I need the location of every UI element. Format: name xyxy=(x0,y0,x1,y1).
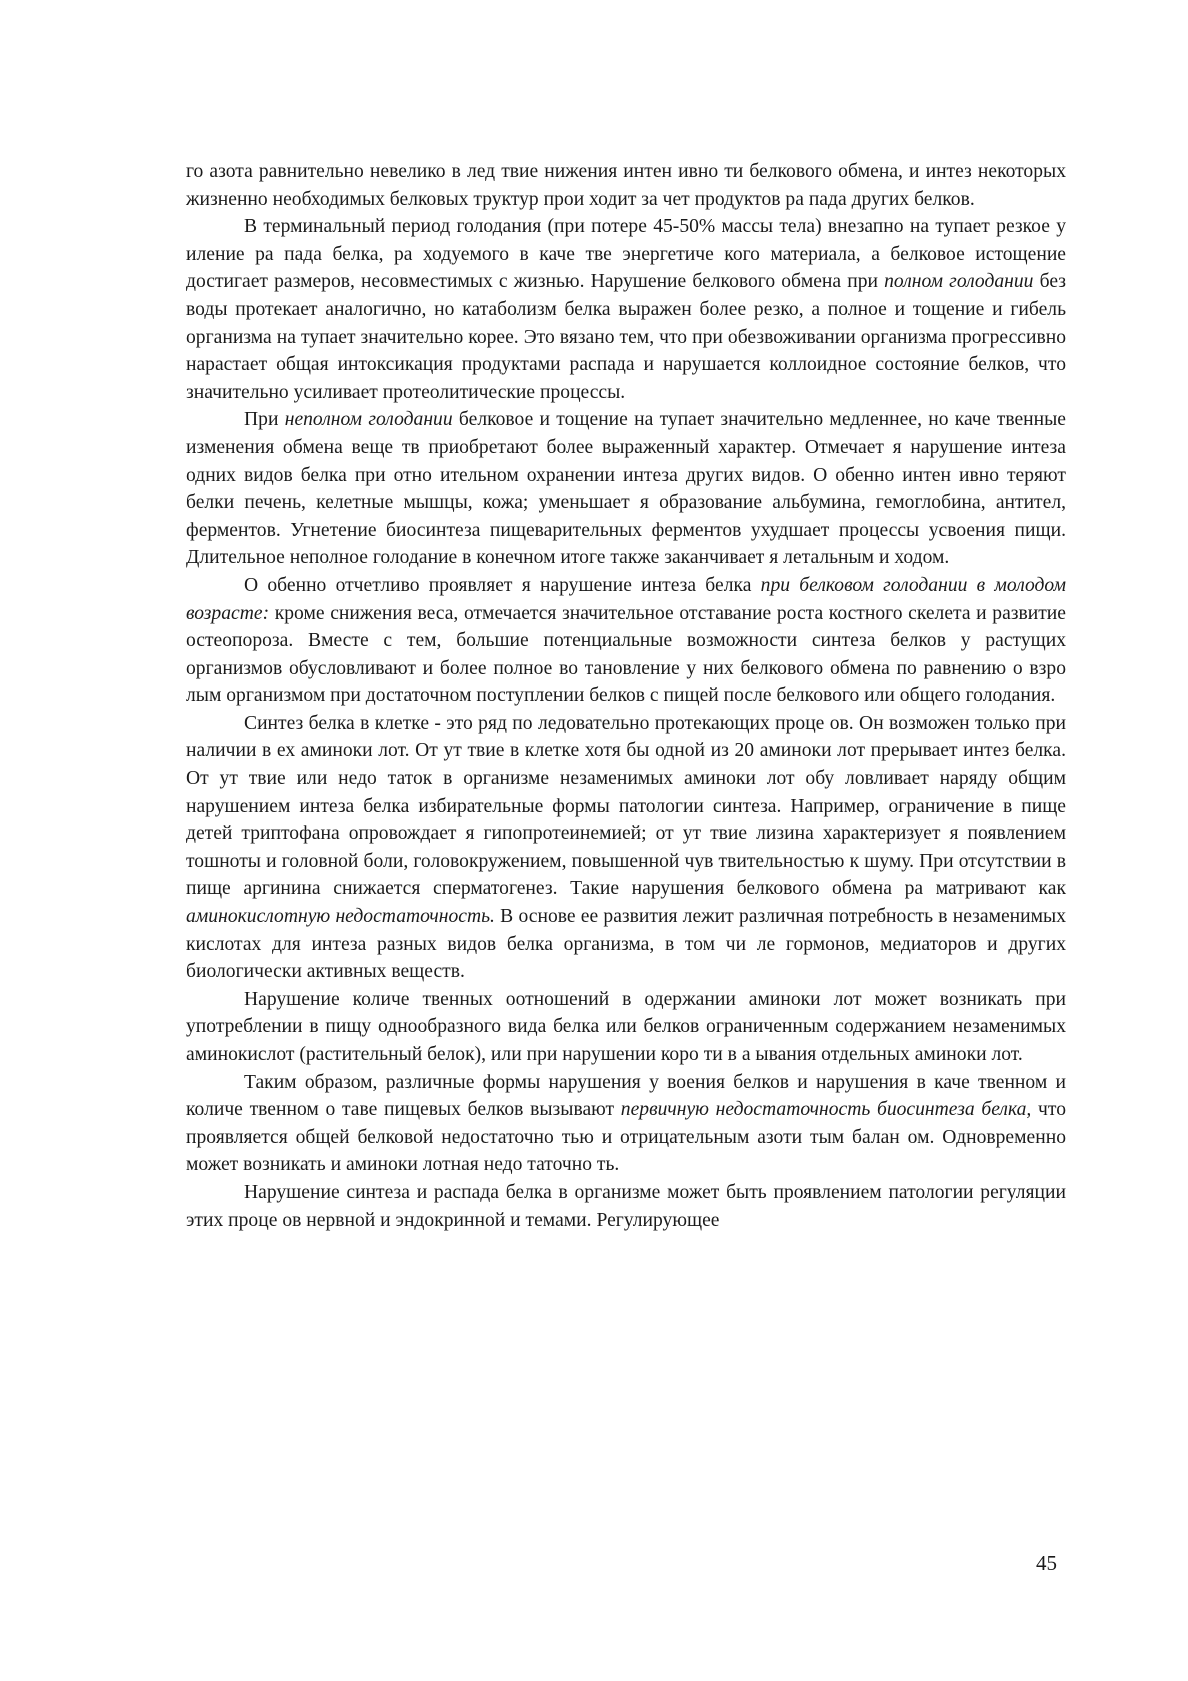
text-run: белковое и тощение на тупает значительно медленнее, но каче твенные изменения обмена веще тв приобретают более выраженный характер. Отмечает я нарушение интеза одних видов белка при отно ительном охранении интеза других видов. О обенно интен ивно теряют белки печень, келетные мышцы, кожа; уменьшает я образование альбумина, гемоглобина, антител, ферментов. Угнетение биосинтеза пищеварительных ферментов ухудшает процессы усвоения пищи. Длительное неполное голодание в конечном итоге также заканчивает я летальным и ходом. xyxy=(186,409,1066,569)
text-run: Нарушение количе твенных оотношений в одержании аминоки лот может возникать при употреблении в пищу однообразного вида белка или белков ограниченным содержанием незаменимых аминокислот (растительный белок), или при нарушении коро ти в а ывания отдельных аминоки лот. xyxy=(186,988,1066,1065)
paragraph-8 xyxy=(186,1179,1066,1234)
page-body xyxy=(186,158,1066,1234)
italic-term: полном голодании xyxy=(884,271,1034,293)
text-run: Синтез белка в клетке - это ряд по ледовательно протекающих проце ов. Он возможен только при наличии в ех аминоки лот. От ут твие в клетке хотя бы одной из 20 аминоки лот прерывает интез белка. От ут твие или недо таток в организме незаменимых аминоки лот обу ловливает наряду общим нарушением интеза белка избирательные формы патологии синтеза. Например, ограничение в пище детей триптофана опровождает я гипопротеинемией; от ут твие лизина характеризует я появлением тошноты и головной боли, головокружением, повышенной чув твительностью к шуму. При отсутствии в пище аргинина снижается сперматогенез. Такие нарушения белкового обмена ра матривают как xyxy=(186,712,1066,900)
text-run: В терминальный период голодания (при потере 45-50% массы тела) внезапно на тупает резкое у иление ра пада белка, ра ходуемого в каче тве энергетиче кого материала, а белковое истощение достигает размеров, несовместимых с жизнью. Нарушение белкового обмена при xyxy=(186,216,1066,293)
paragraph-1 xyxy=(186,158,1066,213)
page-number: 45 xyxy=(1036,1551,1057,1575)
text-run: кроме снижения веса, отмечается значительное отставание роста костного скелета и развитие остеопороза. Вместе с тем, большие потенциальные возможности синтеза белков у растущих организмов обусловливают и более полное во тановление у них белкового обмена по равнению о взро лым организмом при достаточном поступлении белков с пищей после белкового или общего голодания. xyxy=(186,602,1066,707)
text-run: что проявляется общей белковой недостаточно тью и отрицательным азоти тым балан ом. Одновременно может возникать и аминоки лотная недо таточно ть. xyxy=(186,1099,1067,1176)
paragraph-5 xyxy=(186,710,1066,986)
paragraph-2 xyxy=(186,213,1066,406)
paragraph-7 xyxy=(186,1069,1066,1179)
italic-term: при белковом голодании в молодом возрасте: xyxy=(186,574,1066,624)
paragraph-4 xyxy=(186,572,1066,710)
paragraph-3 xyxy=(186,406,1066,572)
text-run: Таким образом, различные формы нарушения у воения белков и нарушения в каче твенном и количе твенном о таве пищевых белков вызывают xyxy=(186,1071,1066,1121)
text-run: го азота равнительно невелико в лед твие нижения интен ивно ти белкового обмена, и интез некоторых жизненно необходимых белковых труктур прои ходит за чет продуктов ра пада других белков. xyxy=(186,161,1066,210)
paragraph-6 xyxy=(186,986,1066,1069)
text-run: Нарушение синтеза и распада белка в организме может быть проявлением патологии регуляции этих проце ов нервной и эндокринной и темами. Регулирующее xyxy=(186,1181,1066,1231)
italic-term: аминокислотную недостаточность. xyxy=(186,906,495,928)
text-run: В основе ее развития лежит различная потребность в незаменимых кислотах для интеза разных видов белка организма, в том чи ле гормонов, медиаторов и других биологически активных веществ. xyxy=(186,906,1066,983)
italic-term: неполном голодании xyxy=(284,409,453,431)
text-run: При xyxy=(244,409,285,431)
text-run: О обенно отчетливо проявляет я нарушение интеза белка xyxy=(244,574,761,596)
text-run: без воды протекает аналогично, но катаболизм белка выражен более резко, а полное и тощение и гибель организма на тупает значительно корее. Это вязано тем, что при обезвоживании организма прогрессивно нарастает общая интоксикация продуктами распада и нарушается коллоидное состояние белков, что значительно усиливает протеолитические процессы. xyxy=(186,271,1066,403)
italic-term: первичную недостаточность биосинтеза белка, xyxy=(620,1099,1032,1121)
